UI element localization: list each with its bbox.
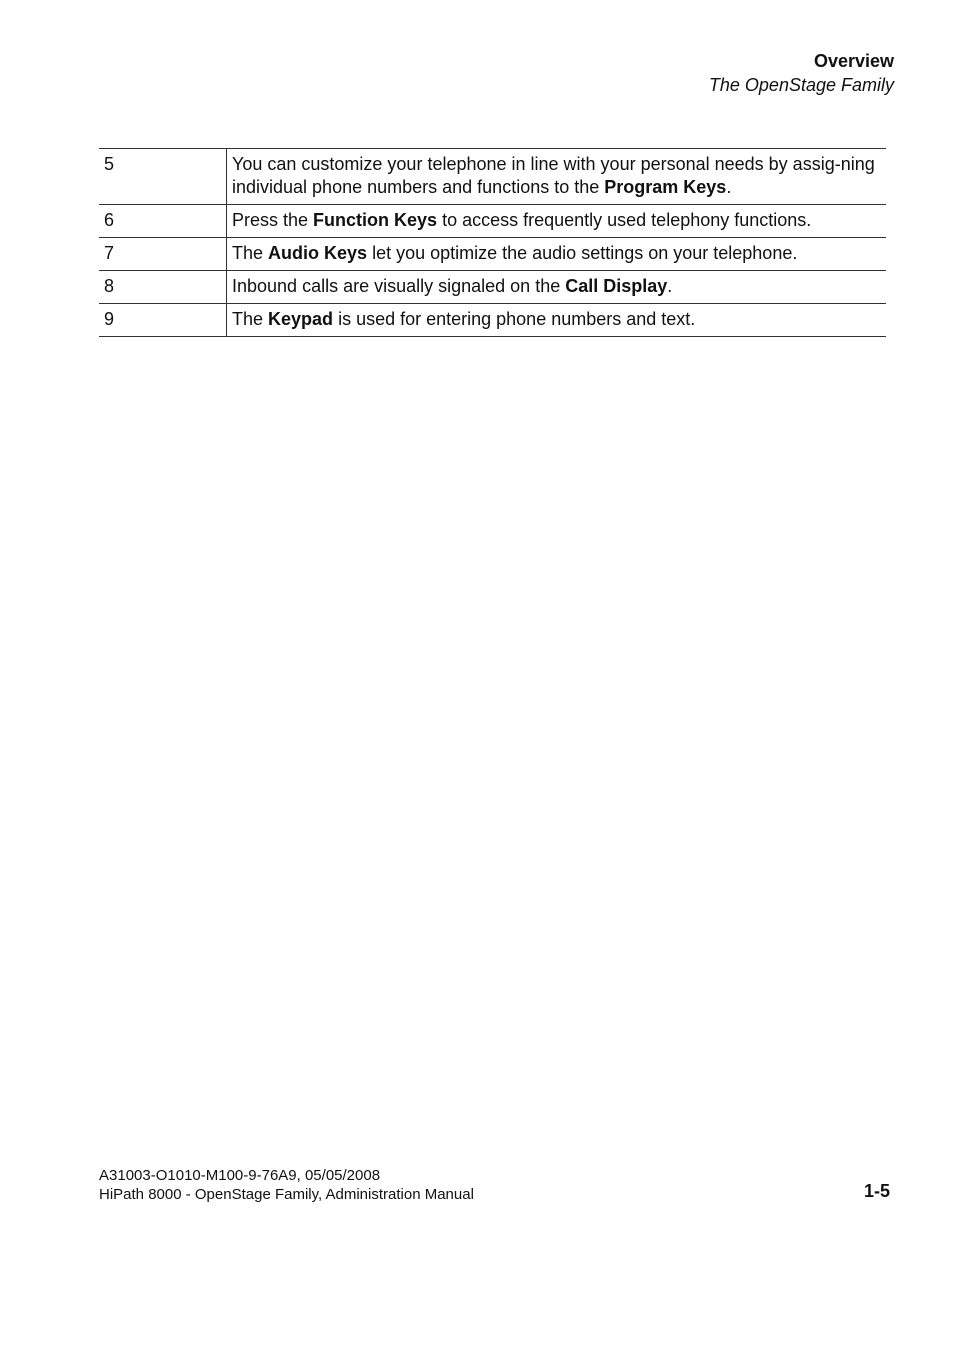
description-text: Press the <box>232 210 314 230</box>
row-description <box>227 149 887 205</box>
description-term: Function Keys <box>313 210 438 230</box>
legend-table <box>99 148 886 337</box>
table-row <box>99 304 886 337</box>
description-text: to access frequently used telephony functions. <box>437 210 812 230</box>
row-number: 8 <box>99 271 227 304</box>
row-description <box>227 238 887 271</box>
subsection-title: The OpenStage Family <box>708 75 894 95</box>
row-number: 7 <box>99 238 227 271</box>
table-row <box>99 271 886 304</box>
description-text: is used for entering phone numbers and text. <box>333 309 696 329</box>
table-row <box>99 149 886 205</box>
document-id: A31003-O1010-M100-9-76A9, 05/05/2008 <box>99 1167 381 1184</box>
description-text: You can customize your telephone in line with your personal needs by assig-ning individual phone numbers and functions to the <box>232 154 875 197</box>
description-text: The <box>232 309 269 329</box>
row-number: 5 <box>99 149 227 205</box>
description-text: Inbound calls are visually signaled on the <box>232 276 566 296</box>
section-title: Overview <box>813 51 894 71</box>
description-text: let you optimize the audio settings on your telephone. <box>367 243 798 263</box>
description-text: The <box>232 243 269 263</box>
row-description <box>227 304 887 337</box>
description-term: Program Keys <box>604 177 727 197</box>
description-text: . <box>667 276 673 296</box>
manual-title: HiPath 8000 - OpenStage Family, Administration Manual <box>99 1186 474 1203</box>
description-term: Call Display <box>565 276 668 296</box>
row-description <box>227 205 887 238</box>
description-text: . <box>726 177 732 197</box>
table-row <box>99 205 886 238</box>
description-term: Keypad <box>268 309 334 329</box>
page-number: 1-5 <box>863 1181 890 1201</box>
page-footer <box>99 1166 474 1204</box>
description-term: Audio Keys <box>268 243 368 263</box>
row-number: 6 <box>99 205 227 238</box>
table-row <box>99 238 886 271</box>
row-number: 9 <box>99 304 227 337</box>
row-description <box>227 271 887 304</box>
page-header <box>709 50 894 98</box>
